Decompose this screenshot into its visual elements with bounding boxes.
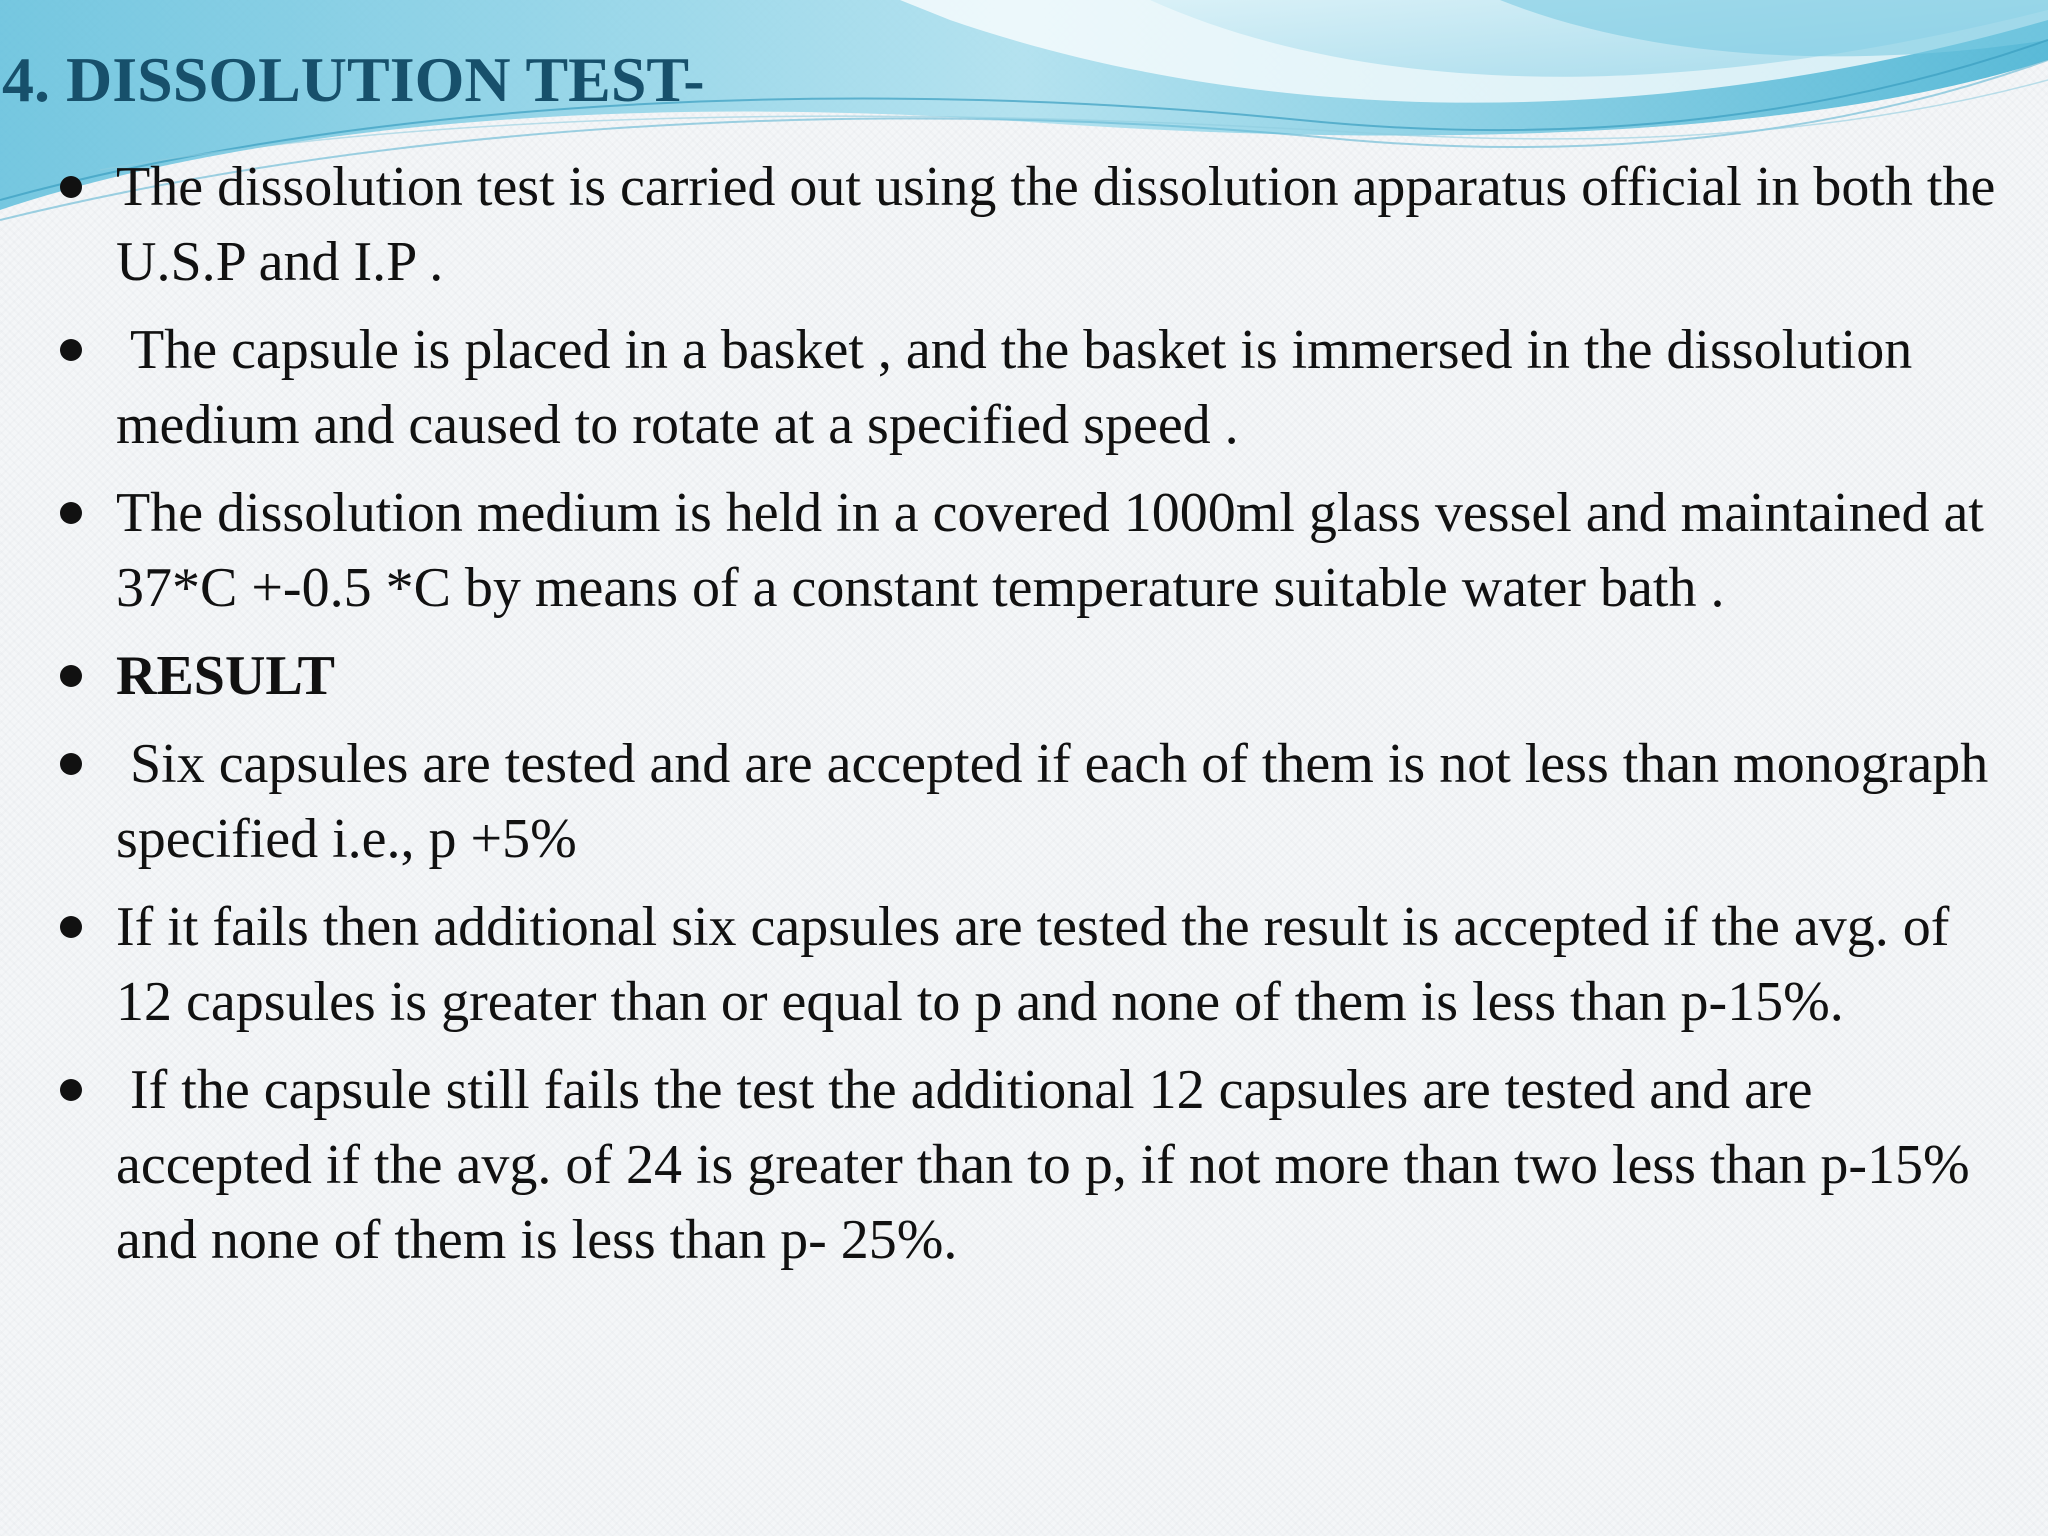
bullet-dot-icon <box>60 1079 82 1101</box>
result-heading <box>0 639 2048 714</box>
bullet-item <box>0 476 2048 626</box>
bullet-text: Six capsules are tested and are accepted if each of them is not less than monograph specified i.e., p +5% <box>116 733 2003 870</box>
bullet-item <box>0 150 2048 300</box>
bullet-text: If it fails then additional six capsules are tested the result is accepted if the avg. of 12 capsules is greater than or equal to p and none of them is less than p-15%. <box>116 896 1964 1033</box>
bullet-item <box>0 1053 2048 1278</box>
bullet-dot-icon <box>60 665 82 687</box>
bullet-text: RESULT <box>116 645 335 707</box>
bullet-dot-icon <box>60 502 82 524</box>
bullet-dot-icon <box>60 916 82 938</box>
bullet-item <box>0 890 2048 1040</box>
bullet-item <box>0 313 2048 463</box>
bullet-dot-icon <box>60 176 82 198</box>
bullet-text: If the capsule still fails the test the additional 12 capsules are tested and are accepted if the avg. of 24 is greater than to p, if not more than two less than p-15% and none of them is less than p- 25%. <box>116 1059 1984 1271</box>
slide-title: 4. DISSOLUTION TEST- <box>2 44 705 115</box>
bullet-item <box>0 727 2048 877</box>
bullet-text: The dissolution medium is held in a covered 1000ml glass vessel and maintained at 37*C +-0.5 *C by means of a constant temperature suitable water bath . <box>116 482 1998 619</box>
bullet-text: The dissolution test is carried out using the dissolution apparatus official in both the U.S.P and I.P . <box>116 156 2010 293</box>
bullet-dot-icon <box>60 339 82 361</box>
bullet-text: The capsule is placed in a basket , and the basket is immersed in the dissolution medium and caused to rotate at a specified speed . <box>116 319 1927 456</box>
bullet-dot-icon <box>60 753 82 775</box>
bullet-list <box>0 150 2048 1291</box>
